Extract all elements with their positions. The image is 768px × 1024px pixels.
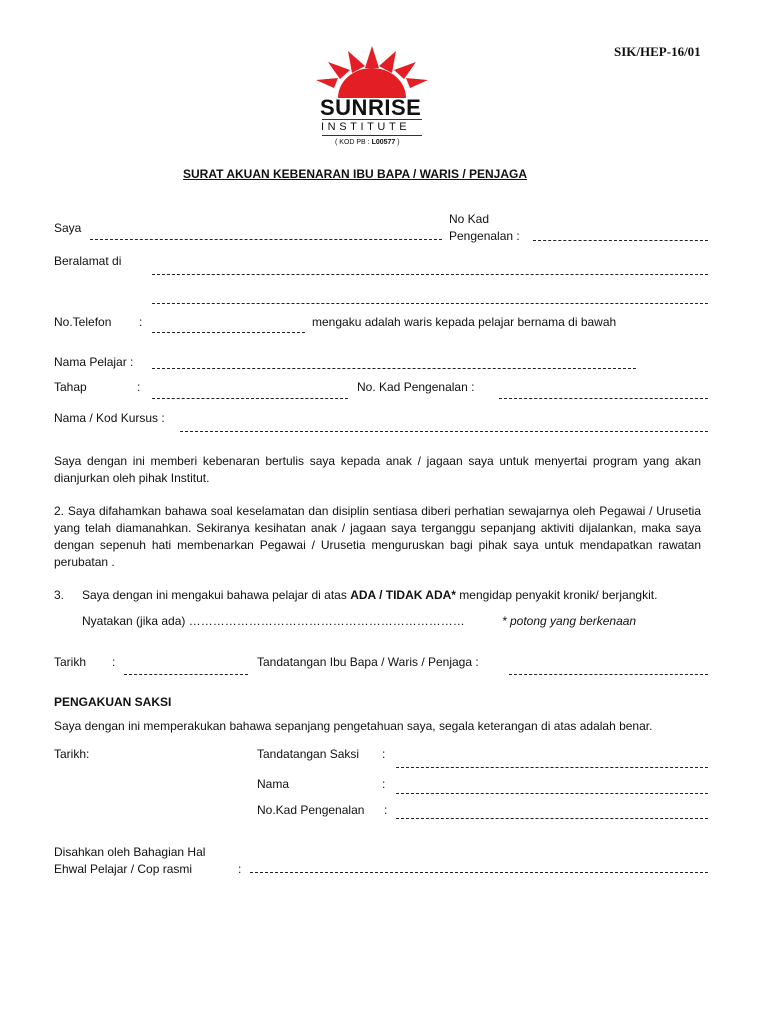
student-ic-field[interactable] <box>499 398 708 399</box>
endorsement-colon: : <box>238 862 242 876</box>
witness-ic-field[interactable] <box>396 818 708 819</box>
no-kad-label-line2: Pengenalan : <box>449 229 520 243</box>
witness-statement: Saya dengan ini memperakukan bahawa sepanjang pengetahuan saya, segala keterangan di atas adalah benar. <box>54 719 653 733</box>
logo-divider <box>322 119 422 120</box>
logo-divider-bottom <box>322 135 422 136</box>
logo-subtitle: INSTITUTE <box>321 121 411 133</box>
level-colon: : <box>137 380 141 394</box>
address-label: Beralamat di <box>54 254 122 268</box>
date-colon: : <box>112 655 116 669</box>
sunrise-logo <box>310 46 434 152</box>
logo-name: SUNRISE <box>320 95 422 120</box>
name-field[interactable] <box>90 239 442 240</box>
witness-name-label: Nama <box>257 777 290 791</box>
student-name-field[interactable] <box>152 368 636 369</box>
witness-heading: PENGAKUAN SAKSI <box>54 695 172 709</box>
parent-signature-label: Tandatangan Ibu Bapa / Waris / Penjaga : <box>257 655 479 669</box>
specify-field[interactable]: Nyatakan (jika ada) …………………………………………………………… <box>82 614 465 628</box>
kod-pb-label: ( KOD PB : L00577 ) <box>335 139 400 146</box>
endorsement-label-line1: Disahkan oleh Bahagian Hal <box>54 845 206 859</box>
telephone-field[interactable] <box>152 332 305 333</box>
sun-rays-icon <box>310 46 434 102</box>
telephone-label: No.Telefon <box>54 315 112 329</box>
course-label: Nama / Kod Kursus : <box>54 411 165 425</box>
consent-paragraph: Saya dengan ini memberi kebenaran bertulis saya kepada anak / jagaan saya untuk menyertai program yang akan dianjurkan oleh pihak Institut. <box>54 454 701 485</box>
date-label: Tarikh <box>54 655 87 669</box>
witness-signature-colon: : <box>382 747 386 761</box>
document-reference-code: SIK/HEP-16/01 <box>614 44 701 59</box>
witness-name-colon: : <box>382 777 386 791</box>
witness-date-label: Tarikh: <box>54 747 90 761</box>
witness-ic-label: No.Kad Pengenalan <box>257 803 365 817</box>
address-field-line1[interactable] <box>152 274 708 275</box>
official-stamp-field[interactable] <box>250 872 708 873</box>
witness-signature-field[interactable] <box>396 767 708 768</box>
health-declaration-text: Saya dengan ini mengakui bahawa pelajar di atas ADA / TIDAK ADA* mengidap penyakit kronik/ berjangkit. <box>82 588 658 602</box>
saya-label: Saya <box>54 221 82 235</box>
paragraph-3-number: 3. <box>54 588 65 602</box>
witness-signature-label: Tandatangan Saksi <box>257 747 360 761</box>
mengaku-text: mengaku adalah waris kepada pelajar bernama di bawah <box>312 315 617 329</box>
document-title: SURAT AKUAN KEBENARAN IBU BAPA / WARIS / PENJAGA <box>183 167 528 181</box>
witness-ic-colon: : <box>384 803 388 817</box>
endorsement-label-line2: Ehwal Pelajar / Cop rasmi <box>54 862 193 876</box>
address-field-line2[interactable] <box>152 303 708 304</box>
telephone-colon: : <box>139 315 143 329</box>
safety-paragraph: 2. Saya difahamkan bahawa soal keselamatan dan disiplin sentiasa diberi perhatian sewajarnya oleh Pegawai / Urusetia yang telah diamanahkan. Sekiranya kesihatan anak / jagaan saya terganggu sepanjang aktiviti dijalankan, maka saya dengan sepenuh hati membenarkan Pegawai / Urusetia menguruskan bagi pihak saya untuk mendapatkan rawatan perubatan . <box>54 504 701 569</box>
student-name-label: Nama Pelajar : <box>54 355 134 369</box>
parent-signature-field[interactable] <box>509 674 708 675</box>
no-kad-label-line1: No Kad <box>449 212 490 226</box>
date-field[interactable] <box>124 674 248 675</box>
ada-tidak-ada-option[interactable]: ADA / TIDAK ADA* <box>350 588 456 602</box>
level-label: Tahap <box>54 380 87 394</box>
course-field[interactable] <box>180 431 708 432</box>
strike-note: * potong yang berkenaan <box>502 614 637 628</box>
student-ic-label: No. Kad Pengenalan : <box>357 380 475 394</box>
witness-name-field[interactable] <box>396 793 708 794</box>
level-field[interactable] <box>152 398 348 399</box>
ic-number-field[interactable] <box>533 240 708 241</box>
